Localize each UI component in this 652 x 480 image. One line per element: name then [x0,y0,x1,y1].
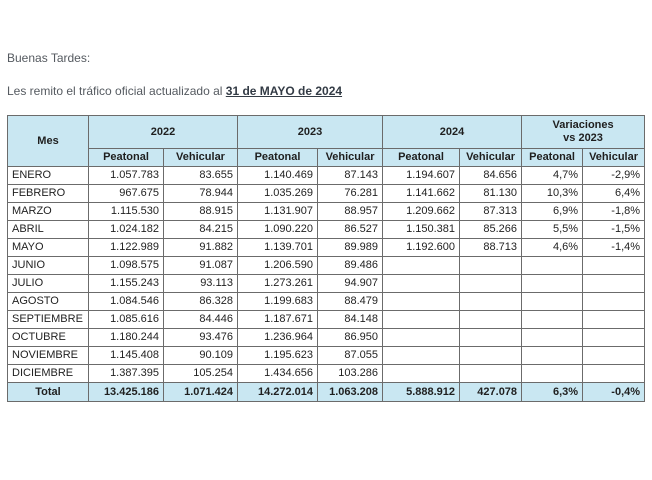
header-year-2024: 2024 [383,116,522,149]
value-cell: 6,9% [522,203,583,221]
value-cell [583,329,645,347]
month-cell: OCTUBRE [8,329,89,347]
value-cell: 1.209.662 [383,203,460,221]
value-cell: 87.313 [460,203,522,221]
value-cell: 84.656 [460,167,522,185]
table-body [8,167,645,402]
value-cell: 1.090.220 [238,221,318,239]
value-cell: 91.882 [164,239,238,257]
value-cell: 86.328 [164,293,238,311]
value-cell [460,311,522,329]
value-cell [383,311,460,329]
value-cell [460,365,522,383]
value-cell: 88.957 [318,203,383,221]
header-variaciones [522,116,645,149]
value-cell: 1.187.671 [238,311,318,329]
value-cell [583,365,645,383]
value-cell [522,257,583,275]
total-value-cell: 427.078 [460,383,522,402]
table-row [8,203,645,221]
value-cell: 81.130 [460,185,522,203]
header-year-2023: 2023 [238,116,383,149]
month-cell: MAYO [8,239,89,257]
month-cell: JULIO [8,275,89,293]
value-cell [583,347,645,365]
value-cell: 1.180.244 [89,329,164,347]
value-cell: 1.115.530 [89,203,164,221]
value-cell [383,257,460,275]
total-value-cell: 5.888.912 [383,383,460,402]
month-cell: AGOSTO [8,293,89,311]
value-cell: -1,4% [583,239,645,257]
value-cell: -2,9% [583,167,645,185]
value-cell: 4,6% [522,239,583,257]
month-cell: FEBRERO [8,185,89,203]
value-cell: 4,7% [522,167,583,185]
table-row [8,365,645,383]
value-cell [383,275,460,293]
value-cell: 1.194.607 [383,167,460,185]
value-cell: 88.479 [318,293,383,311]
intro-text [7,84,342,98]
value-cell: -1,5% [583,221,645,239]
header-row-subtypes [8,149,645,167]
table-row [8,221,645,239]
value-cell: 103.286 [318,365,383,383]
value-cell [583,293,645,311]
value-cell: 1.131.907 [238,203,318,221]
total-value-cell: 1.071.424 [164,383,238,402]
value-cell: 1.085.616 [89,311,164,329]
value-cell: 967.675 [89,185,164,203]
value-cell [522,293,583,311]
value-cell [383,347,460,365]
value-cell: 1.387.395 [89,365,164,383]
value-cell: 1.192.600 [383,239,460,257]
value-cell: 1.084.546 [89,293,164,311]
value-cell: 1.155.243 [89,275,164,293]
table-row [8,239,645,257]
value-cell: 1.236.964 [238,329,318,347]
value-cell [583,257,645,275]
value-cell [460,293,522,311]
value-cell: 1.434.656 [238,365,318,383]
value-cell: 6,4% [583,185,645,203]
value-cell: 105.254 [164,365,238,383]
value-cell: 86.950 [318,329,383,347]
value-cell [522,275,583,293]
value-cell: 1.195.623 [238,347,318,365]
subheader-vehicular: Vehicular [318,149,383,167]
month-cell: ABRIL [8,221,89,239]
value-cell: 1.057.783 [89,167,164,185]
value-cell: 93.476 [164,329,238,347]
value-cell: 1.206.590 [238,257,318,275]
month-cell: MARZO [8,203,89,221]
value-cell: 1.141.662 [383,185,460,203]
table-row [8,185,645,203]
value-cell [522,365,583,383]
value-cell [383,293,460,311]
value-cell: 84.215 [164,221,238,239]
subheader-peatonal: Peatonal [383,149,460,167]
header-variaciones-line2: vs 2023 [563,132,603,144]
value-cell: 1.199.683 [238,293,318,311]
value-cell: 89.486 [318,257,383,275]
value-cell: 1.122.989 [89,239,164,257]
total-value-cell: 14.272.014 [238,383,318,402]
value-cell: 93.113 [164,275,238,293]
header-mes: Mes [8,116,89,167]
value-cell [522,311,583,329]
traffic-table [7,115,645,402]
value-cell: 88.915 [164,203,238,221]
month-cell: ENERO [8,167,89,185]
value-cell: 88.713 [460,239,522,257]
value-cell: 83.655 [164,167,238,185]
value-cell: 5,5% [522,221,583,239]
value-cell: 1.150.381 [383,221,460,239]
value-cell [583,311,645,329]
value-cell: 87.143 [318,167,383,185]
report-date: 31 de MAYO de 2024 [225,84,343,98]
value-cell: 1.035.269 [238,185,318,203]
value-cell: 78.944 [164,185,238,203]
table-row [8,257,645,275]
value-cell: 1.098.575 [89,257,164,275]
header-variaciones-line1: Variaciones [552,119,614,131]
table-row [8,167,645,185]
subheader-peatonal: Peatonal [89,149,164,167]
table-row [8,329,645,347]
total-value-cell: 13.425.186 [89,383,164,402]
value-cell [460,257,522,275]
value-cell [460,329,522,347]
month-cell: SEPTIEMBRE [8,311,89,329]
value-cell [522,347,583,365]
value-cell: 76.281 [318,185,383,203]
month-cell: JUNIO [8,257,89,275]
table-row [8,293,645,311]
total-label: Total [8,383,89,402]
value-cell [460,275,522,293]
total-value-cell: 1.063.208 [318,383,383,402]
month-cell: DICIEMBRE [8,365,89,383]
subheader-vehicular: Vehicular [164,149,238,167]
value-cell: 10,3% [522,185,583,203]
value-cell: 84.148 [318,311,383,329]
value-cell [383,365,460,383]
value-cell: 1.139.701 [238,239,318,257]
value-cell: 89.989 [318,239,383,257]
value-cell: -1,8% [583,203,645,221]
month-cell: NOVIEMBRE [8,347,89,365]
value-cell [522,329,583,347]
value-cell: 86.527 [318,221,383,239]
value-cell: 90.109 [164,347,238,365]
header-row-years [8,116,645,149]
value-cell: 1.140.469 [238,167,318,185]
value-cell [383,329,460,347]
value-cell: 84.446 [164,311,238,329]
value-cell: 87.055 [318,347,383,365]
value-cell: 1.145.408 [89,347,164,365]
value-cell [460,347,522,365]
intro-sentence: Les remito el tráfico oficial actualizado al [7,84,223,98]
table-row [8,275,645,293]
value-cell: 94.907 [318,275,383,293]
total-row [8,383,645,402]
value-cell: 1.273.261 [238,275,318,293]
total-value-cell: 6,3% [522,383,583,402]
subheader-vehicular: Vehicular [460,149,522,167]
greeting-text: Buenas Tardes: [7,51,91,65]
subheader-peatonal: Peatonal [238,149,318,167]
value-cell: 85.266 [460,221,522,239]
table-row [8,311,645,329]
total-value-cell: -0,4% [583,383,645,402]
subheader-vehicular: Vehicular [583,149,645,167]
subheader-peatonal: Peatonal [522,149,583,167]
value-cell: 1.024.182 [89,221,164,239]
table-row [8,347,645,365]
header-year-2022: 2022 [89,116,238,149]
value-cell: 91.087 [164,257,238,275]
value-cell [583,275,645,293]
